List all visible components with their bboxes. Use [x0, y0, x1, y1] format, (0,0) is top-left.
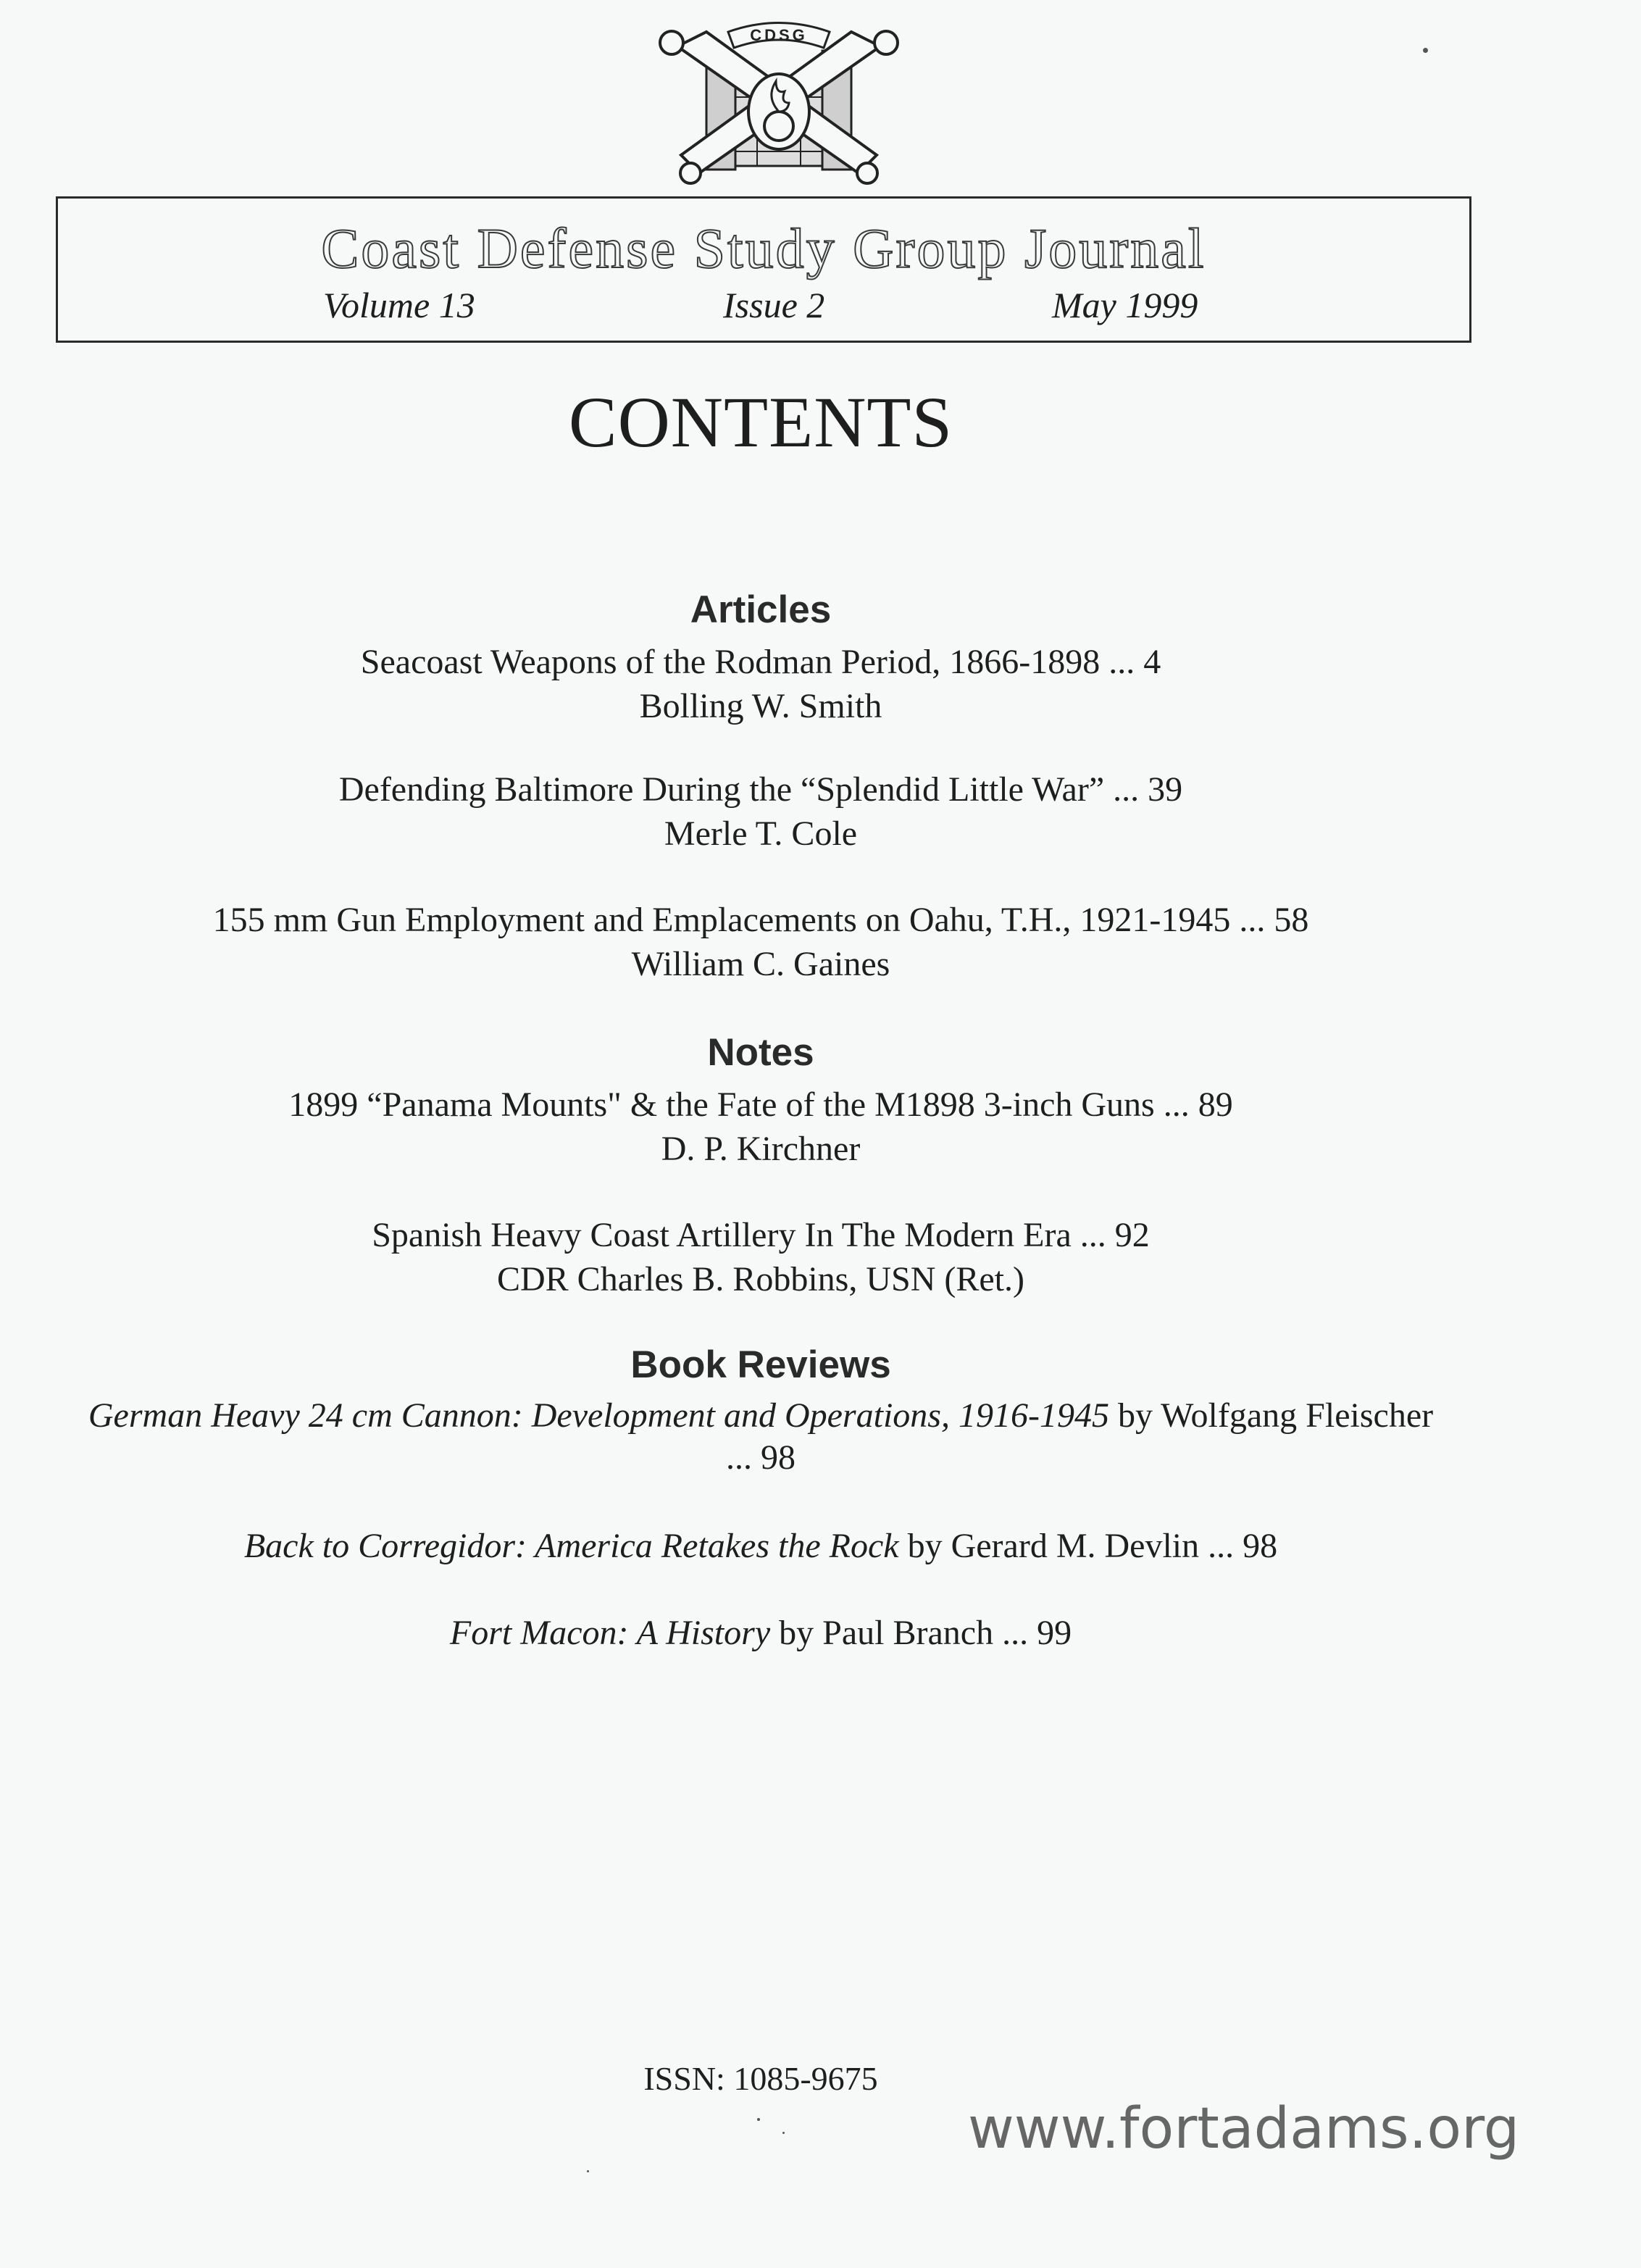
article-title: Defending Baltimore During the “Splendid Little War” ... 39 — [338, 770, 1183, 809]
note-author: D. P. Kirchner — [661, 1130, 861, 1168]
note-author: CDR Charles B. Robbins, USN (Ret.) — [496, 1260, 1024, 1298]
journal-title: Coast Defense Study Group Journal — [321, 217, 1206, 280]
scan-speck — [1423, 48, 1428, 53]
book-title: German Heavy 24 cm Cannon: Development and Operations, 1916-1945 — [88, 1396, 1109, 1435]
scan-speck — [587, 2170, 589, 2172]
book-reviews-heading: Book Reviews — [630, 1343, 891, 1386]
book-title: Fort Macon: A History — [449, 1614, 771, 1652]
article-author: Bolling W. Smith — [639, 687, 882, 725]
book-review-author-page: by Wolfgang Fleischer ... 98 — [726, 1396, 1434, 1477]
article-title: Seacoast Weapons of the Rodman Period, 1866-1898 ... 4 — [360, 643, 1161, 681]
contents-heading: CONTENTS — [568, 382, 953, 462]
watermark: www.fortadams.org — [968, 2096, 1520, 2161]
articles-heading: Articles — [690, 588, 832, 631]
notes-heading: Notes — [707, 1031, 814, 1074]
logo-text: CDSG — [750, 26, 808, 44]
note-title: Spanish Heavy Coast Artillery In The Modern Era ... 92 — [372, 1216, 1150, 1254]
journal-date: May 1999 — [1052, 285, 1198, 325]
book-review-entry — [72, 1395, 1449, 1479]
book-review-author-page: by Paul Branch ... 99 — [770, 1614, 1072, 1652]
journal-volume: Volume 13 — [323, 285, 475, 325]
article-author: Merle T. Cole — [664, 814, 858, 853]
journal-masthead — [56, 196, 1471, 343]
issn: ISSN: 1085-9675 — [643, 2060, 878, 2097]
journal-issue: Issue 2 — [723, 285, 825, 325]
note-title: 1899 “Panama Mounts" & the Fate of the M1898 3-inch Guns ... 89 — [288, 1085, 1233, 1124]
book-review-author-page: by Gerard M. Devlin ... 98 — [898, 1527, 1278, 1565]
cdsg-logo — [656, 10, 902, 188]
article-author: William C. Gaines — [631, 945, 890, 983]
scan-speck — [782, 2132, 785, 2134]
scan-speck — [757, 2118, 760, 2121]
article-title: 155 mm Gun Employment and Emplacements on Oahu, T.H., 1921-1945 ... 58 — [212, 901, 1309, 939]
book-review-entry — [58, 1525, 1463, 1567]
book-review-entry — [58, 1612, 1463, 1654]
book-title: Back to Corregidor: America Retakes the Rock — [243, 1527, 899, 1565]
